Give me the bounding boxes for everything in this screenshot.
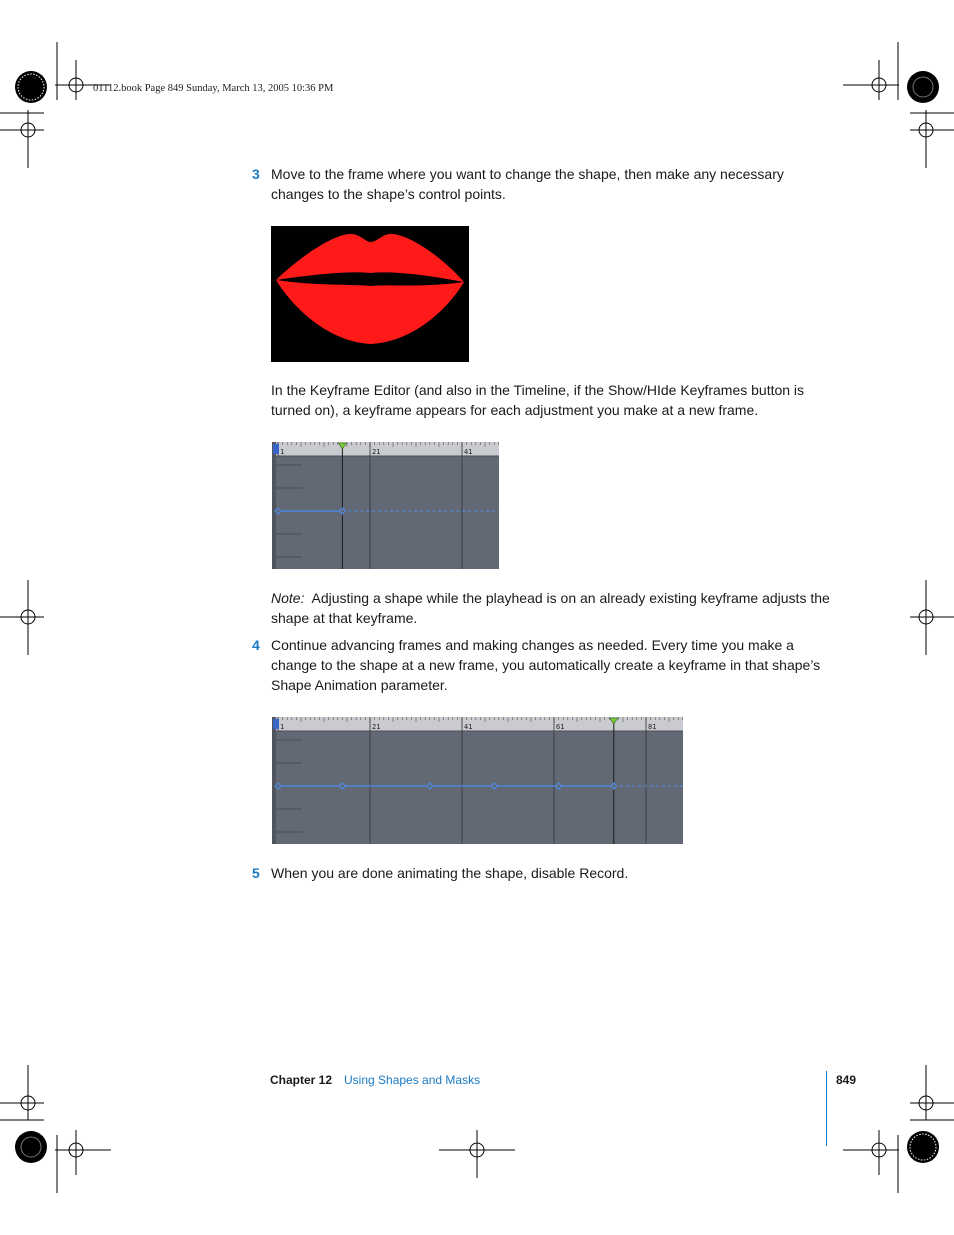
print-slug: 01112.book Page 849 Sunday, March 13, 2005 10:36 PM: [93, 83, 334, 94]
footer-chapter-title: Using Shapes and Masks: [344, 1073, 481, 1087]
ruler-label: 81: [648, 723, 657, 731]
ruler-label: 1: [280, 448, 285, 456]
note: [271, 588, 831, 628]
step-number: 3: [252, 166, 260, 182]
keyframe-editor-figure-1: [272, 442, 499, 569]
step-text: Move to the frame where you want to change the shape, then make any necessary changes to the shape’s control points.: [271, 166, 784, 202]
value-scale-bar: [272, 717, 276, 844]
ruler-label: 41: [464, 723, 473, 731]
start-marker: [273, 444, 279, 454]
value-scale-bar: [272, 442, 276, 569]
ruler-label: 21: [372, 723, 381, 731]
step-number: 5: [252, 865, 260, 881]
ruler-label: 21: [372, 448, 381, 456]
ruler-label: 41: [464, 448, 473, 456]
footer-chapter: Chapter 12: [270, 1073, 333, 1087]
keyframe-paragraph: In the Keyframe Editor (and also in the Timeline, if the Show/HIde Keyframes button is turned on), a keyframe appears for each adjustment you make at a new frame.: [271, 382, 805, 418]
editor-background: [272, 717, 683, 844]
step-text: When you are done animating the shape, disable Record.: [271, 865, 629, 881]
note-label: Note:: [271, 590, 305, 606]
note-text: Adjusting a shape while the playhead is on an already existing keyframe adjusts the shape at that keyframe.: [271, 590, 830, 626]
editor-background: [272, 442, 499, 569]
ruler-label: 61: [556, 723, 565, 731]
footer-divider: [826, 1071, 827, 1146]
step-text: Continue advancing frames and making changes as needed. Every time you make a change to the shape at a new frame, you automatically create a keyframe in that shape’s Shape Animation parameter.: [271, 637, 821, 693]
start-marker: [273, 719, 279, 729]
keyframe-editor-figure-2: [272, 717, 683, 844]
lips-shape-figure: [271, 226, 469, 362]
page-number: 849: [836, 1073, 857, 1087]
time-ruler: [272, 717, 683, 731]
step-number: 4: [252, 637, 260, 653]
ruler-label: 1: [280, 723, 285, 731]
